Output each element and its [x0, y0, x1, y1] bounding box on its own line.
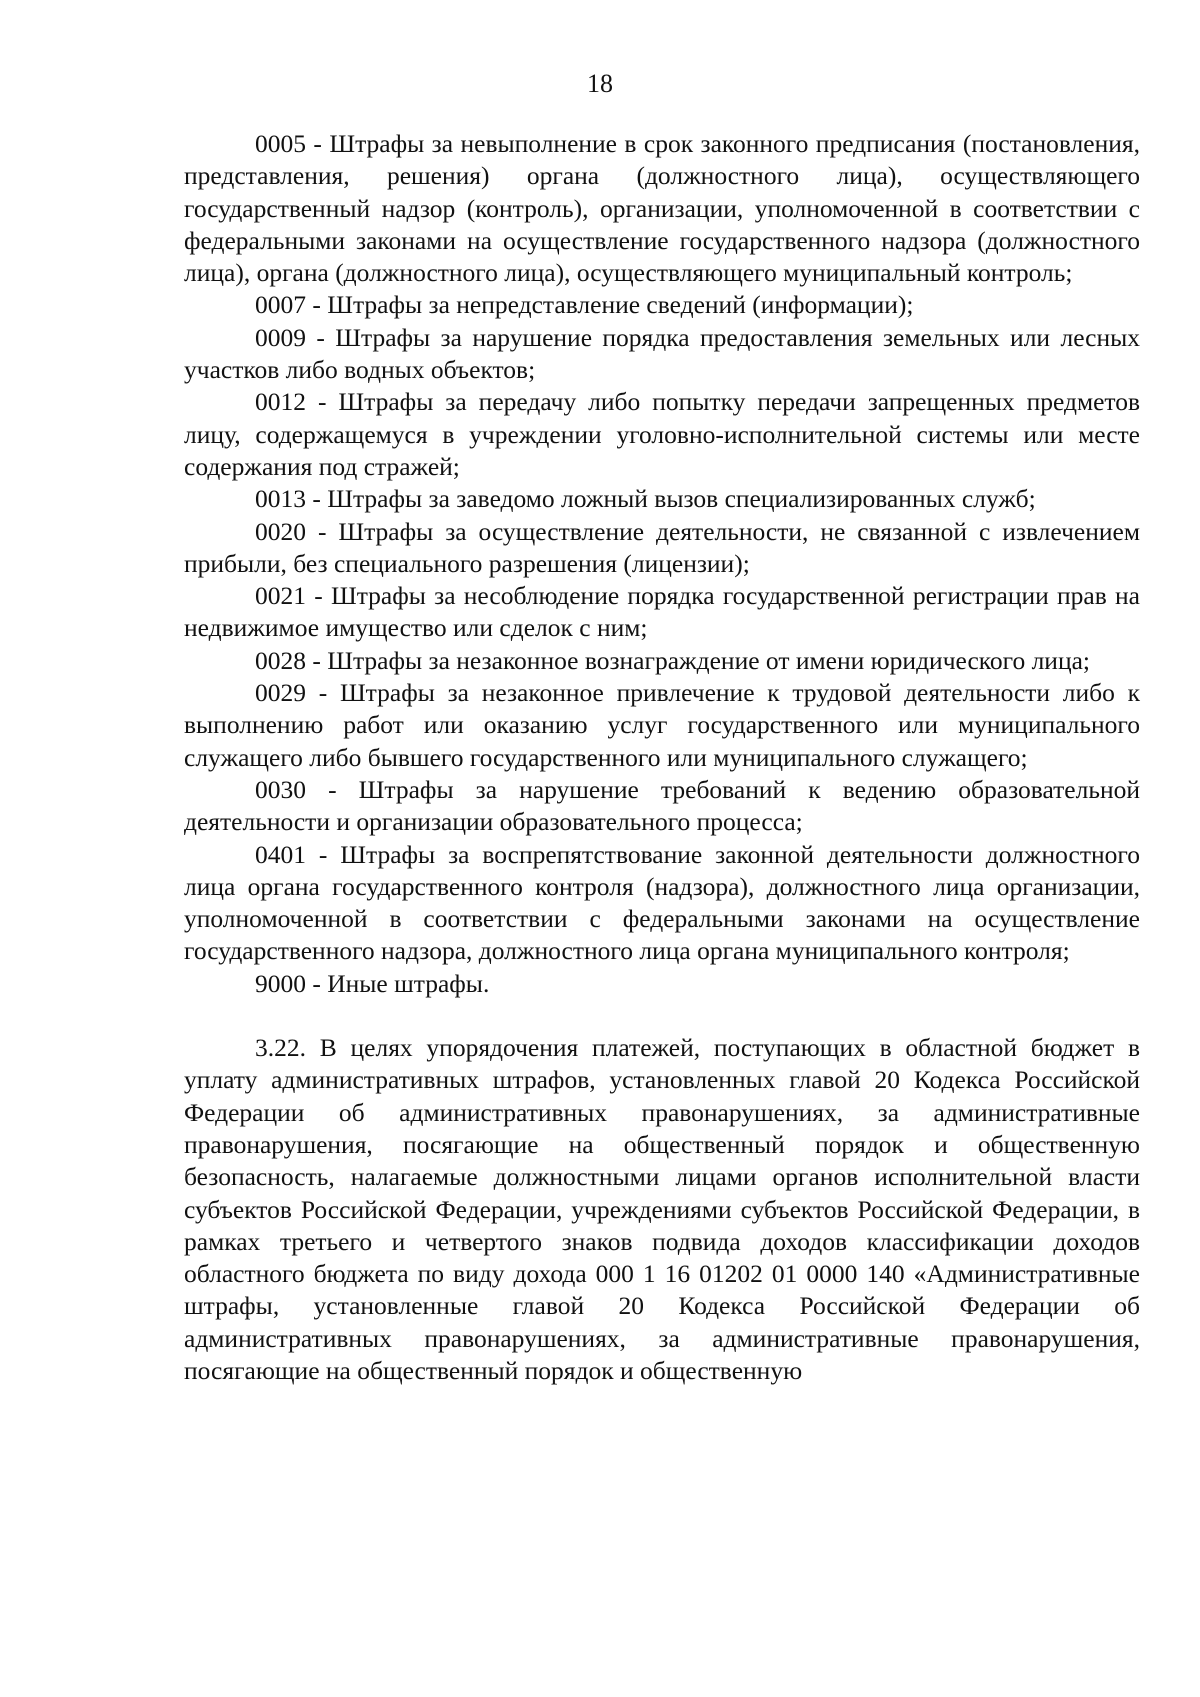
paragraph-spacer [184, 1000, 1140, 1032]
code-item-9000: 9000 - Иные штрафы. [255, 968, 490, 998]
page-number: 18 [587, 69, 613, 98]
code-item-0009: 0009 - Штрафы за нарушение порядка предоставления земельных или лесных участков либо водных объектов; [184, 322, 1140, 385]
code-item-0021: 0021 - Штрафы за несоблюдение порядка государственной регистрации прав на недвижимое имущество или сделок с ним; [184, 581, 1140, 643]
section-3-22-paragraph: 3.22. В целях упорядочения платежей, поступающих в областной бюджет в уплату административных штрафов, установленных главой 20 Кодекса Российской Федерации об административных правонарушениях, за административные правонарушения, посягающие на общественный порядок и общественную безопасность, налагаемые должностными лицами органов исполнительной власти субъектов Российской Федерации, учреждениями субъектов Российской Федерации, в рамках третьего и четвертого знаков подвида доходов классификации доходов областного бюджета по виду дохода 000 1 16 01202 01 0000 140 «Административные штрафы, установленные главой 20 Кодекса Российской Федерации об административных правонарушениях, за административные правонарушения, посягающие на общественный порядок и общественную [184, 1033, 1140, 1385]
code-item-0007: 0007 - Штрафы за непредставление сведений (информации); [255, 290, 914, 320]
code-item-0012: 0012 - Штрафы за передачу либо попытку передачи запрещенных предметов лицу, содержащемуся в учреждении уголовно-исполнительной системы или месте содержания под стражей; [184, 387, 1140, 481]
document-body [184, 128, 1140, 1387]
code-item-0028: 0028 - Штрафы за незаконное вознаграждение от имени юридического лица; [255, 645, 1091, 675]
code-item-0013: 0013 - Штрафы за заведомо ложный вызов специализированных служб; [255, 484, 1036, 514]
code-item-0401: 0401 - Штрафы за воспрепятствование законной деятельности должностного лица органа государственного контроля (надзора), должностного лица организации, уполномоченной в соответствии с федеральными законами на осуществление государственного надзора, должностного лица органа муниципального контроля; [184, 839, 1140, 966]
code-item-0020: 0020 - Штрафы за осуществление деятельности, не связанной с извлечением прибыли, без специального разрешения (лицензии); [184, 516, 1140, 578]
code-item-0005: 0005 - Штрафы за невыполнение в срок законного предписания (постановления, представления, решения) органа (должностного лица), осуществляющего государственный надзор (контроль), организации, уполномоченной в соответствии с федеральными законами на осуществление государственного надзора (должностного лица), органа (должностного лица), осуществляющего муниципальный контроль; [184, 129, 1140, 288]
code-item-0030: 0030 - Штрафы за нарушение требований к ведению образовательной деятельности и организации образовательного процесса; [184, 774, 1140, 837]
code-item-0029: 0029 - Штрафы за незаконное привлечение к трудовой деятельности либо к выполнению работ или оказанию услуг государственного или муниципального служащего либо бывшего государственного или муниципального служащего; [184, 678, 1140, 772]
